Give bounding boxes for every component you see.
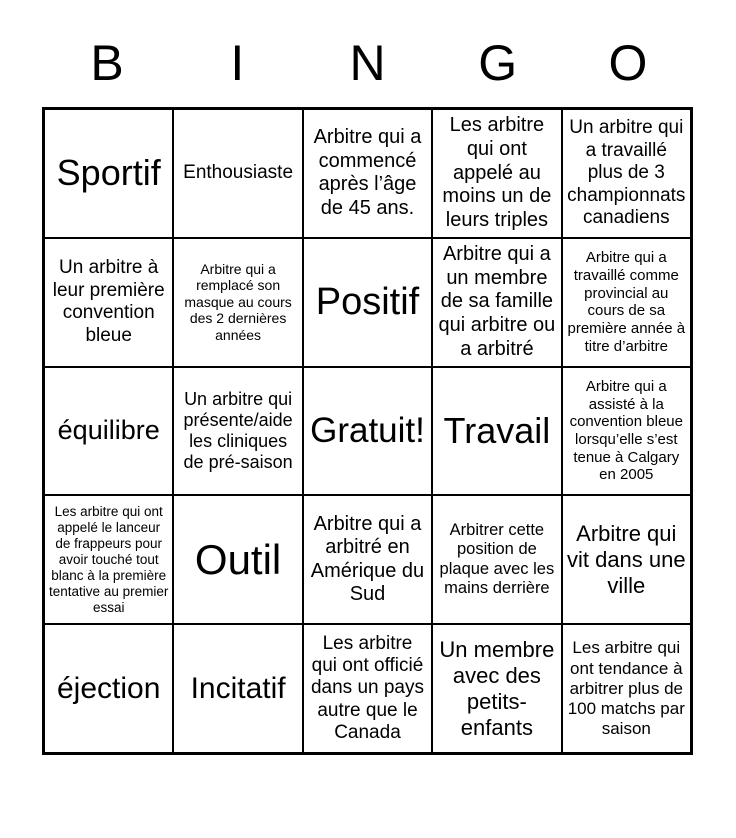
bingo-cell-r1c2[interactable]: Enthousiaste — [173, 109, 302, 238]
bingo-letter-b: B — [90, 35, 124, 91]
bingo-cell-r4c3[interactable]: Arbitre qui a arbitré en Amérique du Sud — [303, 495, 432, 624]
bingo-letter-i: I — [230, 35, 245, 91]
bingo-cell-r5c5[interactable]: Les arbitre qui ont tendance à arbitrer plus de 100 matchs par saison — [562, 624, 691, 753]
bingo-letter-g: G — [478, 35, 518, 91]
bingo-cell-r2c1[interactable]: Un arbitre à leur première convention bleue — [44, 238, 173, 367]
bingo-cell-r4c4[interactable]: Arbitrer cette position de plaque avec les mains derrière — [432, 495, 561, 624]
bingo-cell-r5c2[interactable]: Incitatif — [173, 624, 302, 753]
bingo-letter-o: O — [608, 35, 648, 91]
bingo-cell-r2c3[interactable]: Positif — [303, 238, 432, 367]
bingo-title — [42, 35, 693, 91]
bingo-cell-r5c1[interactable]: éjection — [44, 624, 173, 753]
bingo-cell-r1c5[interactable]: Un arbitre qui a travaillé plus de 3 championnats canadiens — [562, 109, 691, 238]
bingo-grid — [42, 107, 693, 755]
bingo-cell-r5c3[interactable]: Les arbitre qui ont officié dans un pays autre que le Canada — [303, 624, 432, 753]
bingo-cell-r5c4[interactable]: Un membre avec des petits-enfants — [432, 624, 561, 753]
bingo-cell-r4c5[interactable]: Arbitre qui vit dans une ville — [562, 495, 691, 624]
bingo-cell-r1c3[interactable]: Arbitre qui a commencé après l’âge de 45 ans. — [303, 109, 432, 238]
bingo-cell-r3c1[interactable]: équilibre — [44, 367, 173, 496]
bingo-cell-r4c1[interactable]: Les arbitre qui ont appelé le lanceur de frappeurs pour avoir touché tout blanc à la première tentative au premier essai — [44, 495, 173, 624]
bingo-letter-n: N — [349, 35, 386, 91]
bingo-cell-r3c4[interactable]: Travail — [432, 367, 561, 496]
bingo-cell-r2c5[interactable]: Arbitre qui a travaillé comme provincial au cours de sa première année à titre d’arbitre — [562, 238, 691, 367]
bingo-cell-r1c1[interactable]: Sportif — [44, 109, 173, 238]
bingo-cell-r3c2[interactable]: Un arbitre qui présente/aide les cliniques de pré-saison — [173, 367, 302, 496]
bingo-cell-r2c4[interactable]: Arbitre qui a un membre de sa famille qui arbitre ou a arbitré — [432, 238, 561, 367]
bingo-cell-r4c2[interactable]: Outil — [173, 495, 302, 624]
bingo-cell-r1c4[interactable]: Les arbitre qui ont appelé au moins un de leurs triples — [432, 109, 561, 238]
bingo-card-page — [0, 35, 736, 838]
bingo-cell-r3c5[interactable]: Arbitre qui a assisté à la convention bleue lorsqu’elle s’est tenue à Calgary en 2005 — [562, 367, 691, 496]
bingo-cell-r2c2[interactable]: Arbitre qui a remplacé son masque au cours des 2 dernières années — [173, 238, 302, 367]
bingo-cell-r3c3-free-space[interactable]: Gratuit! — [303, 367, 432, 496]
